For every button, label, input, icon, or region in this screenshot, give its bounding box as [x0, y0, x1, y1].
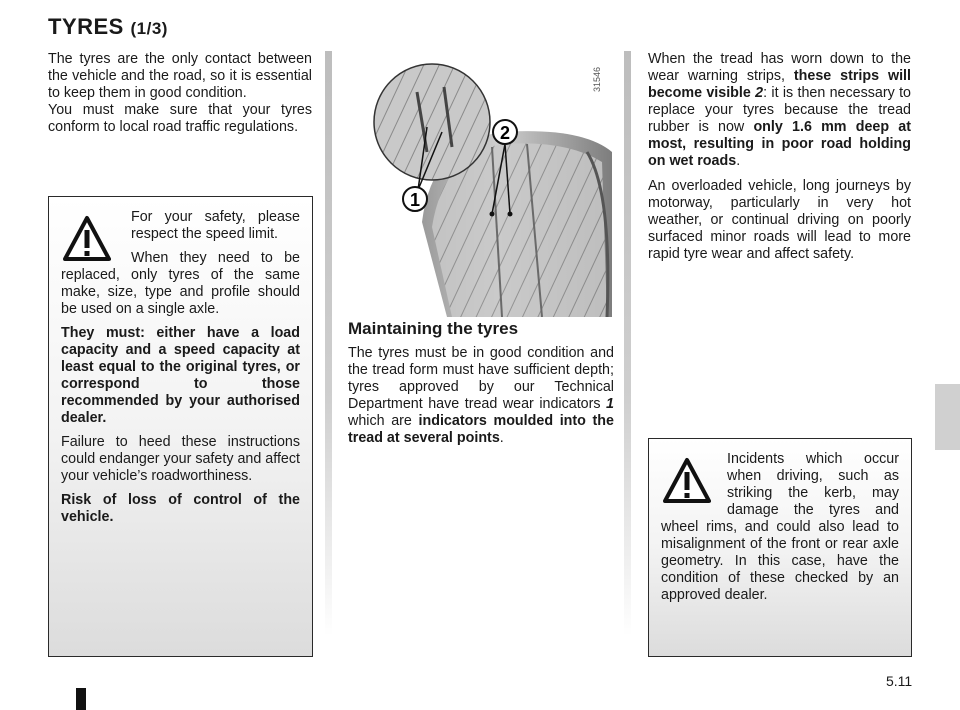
maintaining-text-a: The tyres must be in good condition and the tread form must have sufficient depth; tyres approved by our Technical Department have tread wear indicators — [348, 345, 614, 412]
wear-text-bold-1: these strips will become visible — [648, 68, 912, 101]
tyre-drawing — [352, 52, 612, 317]
wear-column — [648, 51, 911, 271]
wear-text-b: : it is then necessary to replace your tyres because the tread rubber is now — [648, 85, 911, 135]
chapter-side-tab — [935, 384, 960, 450]
column-divider-right — [624, 51, 631, 636]
title-part: (1/3) — [130, 19, 168, 38]
maintaining-section — [348, 320, 614, 455]
intro-paragraph-2: You must make sure that your tyres conform to local road traffic regulations. — [48, 102, 312, 135]
warning-1-paragraph-5: Risk of loss of control of the vehicle. — [61, 492, 300, 525]
page-number: 5.11 — [886, 673, 913, 689]
maintaining-text-end: . — [499, 430, 504, 446]
maintaining-text-b: which are — [348, 413, 419, 429]
page-title — [48, 14, 168, 40]
intro-paragraph-1: The tyres are the only contact between the vehicle and the road, so it is essential to keep them in good condition. — [48, 51, 312, 101]
warning-triangle-icon — [63, 215, 111, 263]
incident-warning-box — [648, 438, 912, 657]
warning-1-paragraph-3: They must: either have a load capacity and a speed capacity at least equal to the original tyres, or correspond to those recommended by your authorised dealer. — [61, 325, 300, 426]
column-divider-left — [325, 51, 332, 636]
corner-mark — [76, 688, 86, 710]
wear-paragraph-2: An overloaded vehicle, long journeys by motorway, particularly in very hot weather, or continual driving on poorly surfaced minor roads will lead to more rapid tyre wear and affect safety. — [648, 178, 911, 262]
safety-warning-box — [48, 196, 313, 657]
section-heading: Maintaining the tyres — [348, 319, 519, 338]
wear-number-2: 2 — [755, 85, 764, 101]
intro-column — [48, 51, 312, 144]
indicator-number-1: 1 — [606, 396, 614, 412]
wear-paragraph-1 — [648, 51, 911, 170]
warning-2-paragraph: Incidents which occur when driving, such as striking the kerb, may damage the tyres and wheel rims, and could also lead to misalignment of the front or rear axle geometry. In this case, have the condition of these checked by an approved dealer. — [661, 451, 899, 603]
tyre-tread-illustration — [352, 52, 612, 317]
warning-1-paragraph-2: When they need to be replaced, only tyres of the same make, size, type and profile should be used on a single axle. — [61, 250, 300, 317]
wear-text-end: . — [736, 153, 741, 169]
title-text: TYRES — [48, 14, 124, 39]
warning-1-paragraph-1: For your safety, please respect the speed limit. — [131, 209, 300, 242]
maintaining-text-bold: indicators moulded into the tread at several points — [348, 413, 614, 446]
wear-text-bold-2: only 1.6 mm deep at most, resulting in poor road holding on wet roads — [648, 119, 911, 169]
warning-triangle-icon — [663, 457, 711, 505]
figure-code: 31546 — [592, 66, 602, 92]
callout-2-label: 2 — [499, 123, 511, 143]
warning-1-paragraph-4: Failure to heed these instructions could endanger your safety and affect your vehicle’s roadworthiness. — [61, 434, 300, 484]
maintaining-paragraph — [348, 345, 614, 447]
wear-text-a: When the tread has worn down to the wear warning strips, — [648, 51, 911, 84]
callout-1-label: 1 — [409, 190, 421, 210]
